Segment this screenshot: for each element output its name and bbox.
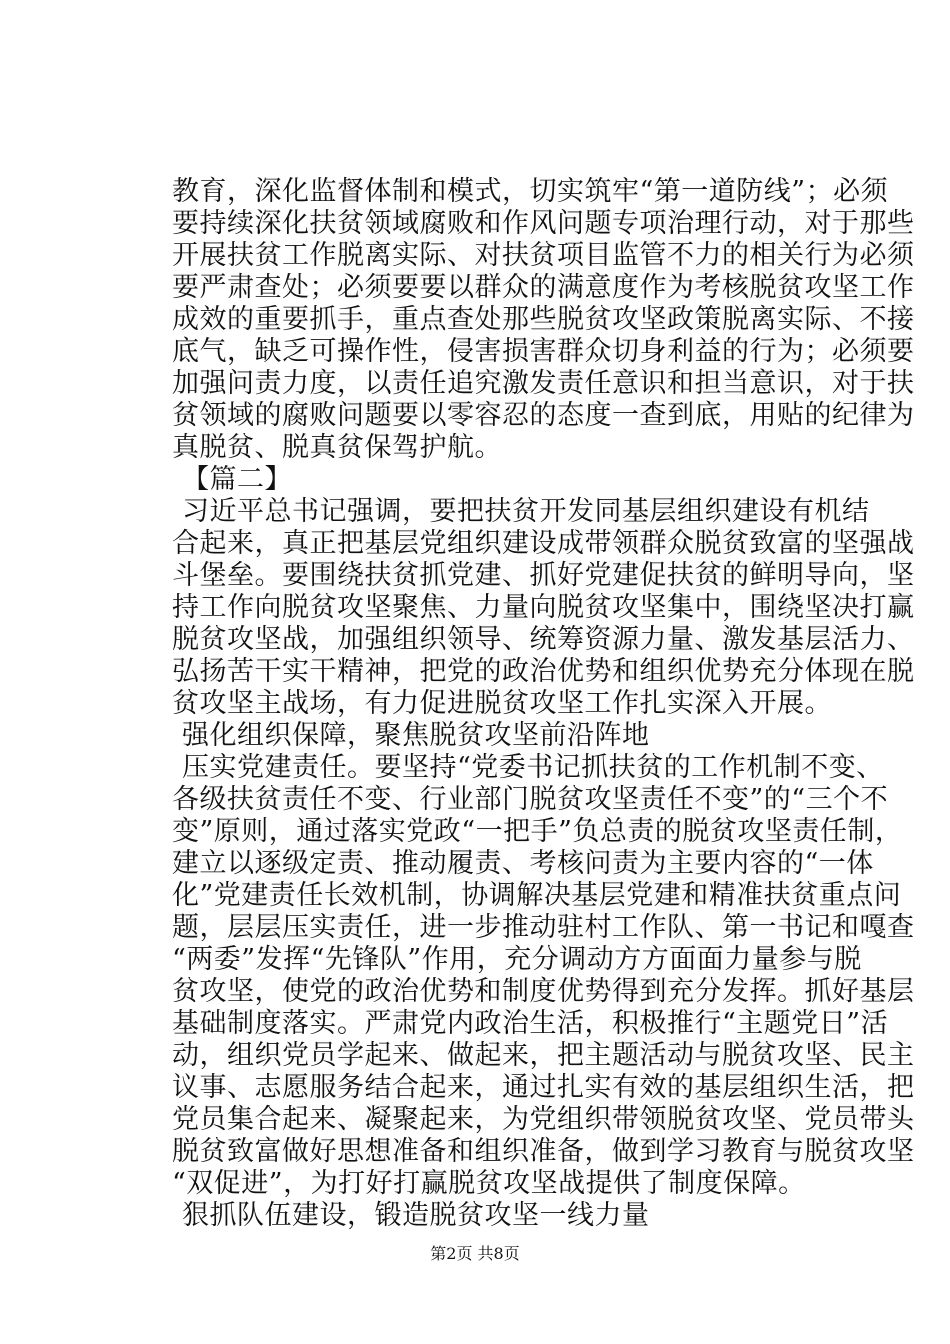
text-line: 脱贫致富做好思想准备和组织准备，做到学习教育与脱贫攻坚 [172, 1136, 915, 1167]
text-line: 弘扬苦干实干精神，把党的政治优势和组织优势充分体现在脱 [172, 656, 915, 687]
text-line: 脱贫攻坚战，加强组织领导、统筹资源力量、激发基层活力、 [172, 624, 915, 655]
text-line: 建立以逐级定责、推动履责、考核问责为主要内容的“一体 [172, 848, 874, 879]
text-line: 持工作向脱贫攻坚聚焦、力量向脱贫攻坚集中，围绕坚决打赢 [172, 592, 915, 623]
text-line: 贫攻坚主战场，有力促进脱贫攻坚工作扎实深入开展。 [172, 688, 832, 719]
document-body [172, 176, 915, 1232]
text-line: 议事、志愿服务结合起来，通过扎实有效的基层组织生活，把 [172, 1072, 915, 1103]
text-line: 真脱贫、脱真贫保驾护航。 [172, 432, 502, 463]
text-line: 底气，缺乏可操作性，侵害损害群众切身利益的行为；必须要 [172, 336, 915, 367]
text-line: 基础制度落实。严肃党内政治生活，积极推行“主题党日”活 [172, 1008, 889, 1039]
text-line: “双促进”，为打好打赢脱贫攻坚战提供了制度保障。 [172, 1168, 806, 1199]
text-line: 斗堡垒。要围绕扶贫抓党建、抓好党建促扶贫的鲜明导向，坚 [172, 560, 915, 591]
text-line: 教育，深化监督体制和模式，切实筑牢“第一道防线”；必须 [172, 176, 889, 207]
text-line: 要持续深化扶贫领域腐败和作风问题专项治理行动，对于那些 [172, 208, 915, 239]
page-number: 第2页 共8页 [430, 1244, 520, 1263]
text-line: 习近平总书记强调，要把扶贫开发同基层组织建设有机结 [182, 496, 870, 527]
text-line: 党员集合起来、凝聚起来，为党组织带领脱贫攻坚、党员带头 [172, 1104, 915, 1135]
text-line: 各级扶贫责任不变、行业部门脱贫攻坚责任不变”的“三个不 [172, 784, 889, 815]
subheading: 狠抓队伍建设，锻造脱贫攻坚一线力量 [182, 1200, 650, 1231]
text-line: 题，层层压实责任，进一步推动驻村工作队、第一书记和嘎查 [172, 912, 915, 943]
text-line: 压实党建责任。要坚持“党委书记抓扶贫的工作机制不变、 [182, 752, 884, 783]
text-line: 动，组织党员学起来、做起来，把主题活动与脱贫攻坚、民主 [172, 1040, 915, 1071]
subheading: 强化组织保障，聚焦脱贫攻坚前沿阵地 [182, 720, 650, 751]
section-heading: 【篇二】 [182, 464, 292, 495]
text-line: 加强问责力度，以责任追究激发责任意识和担当意识，对于扶 [172, 368, 915, 399]
text-line: 贫领域的腐败问题要以零容忍的态度一查到底，用贴的纪律为 [172, 400, 915, 431]
text-line: 开展扶贫工作脱离实际、对扶贫项目监管不力的相关行为必须 [172, 240, 915, 271]
text-line: 变”原则，通过落实党政“一把手”负总责的脱贫攻坚责任制， [172, 816, 903, 847]
text-line: 要严肃查处；必须要要以群众的满意度作为考核脱贫攻坚工作 [172, 272, 915, 303]
text-line: 合起来，真正把基层党组织建设成带领群众脱贫致富的坚强战 [172, 528, 915, 559]
text-line: “两委”发挥“先锋队”作用，充分调动方方面面力量参与脱 [172, 944, 862, 975]
text-line: 成效的重要抓手，重点查处那些脱贫攻坚政策脱离实际、不接 [172, 304, 915, 335]
text-line: 化”党建责任长效机制，协调解决基层党建和精准扶贫重点问 [172, 880, 902, 911]
text-line: 贫攻坚，使党的政治优势和制度优势得到充分发挥。抓好基层 [172, 976, 915, 1007]
